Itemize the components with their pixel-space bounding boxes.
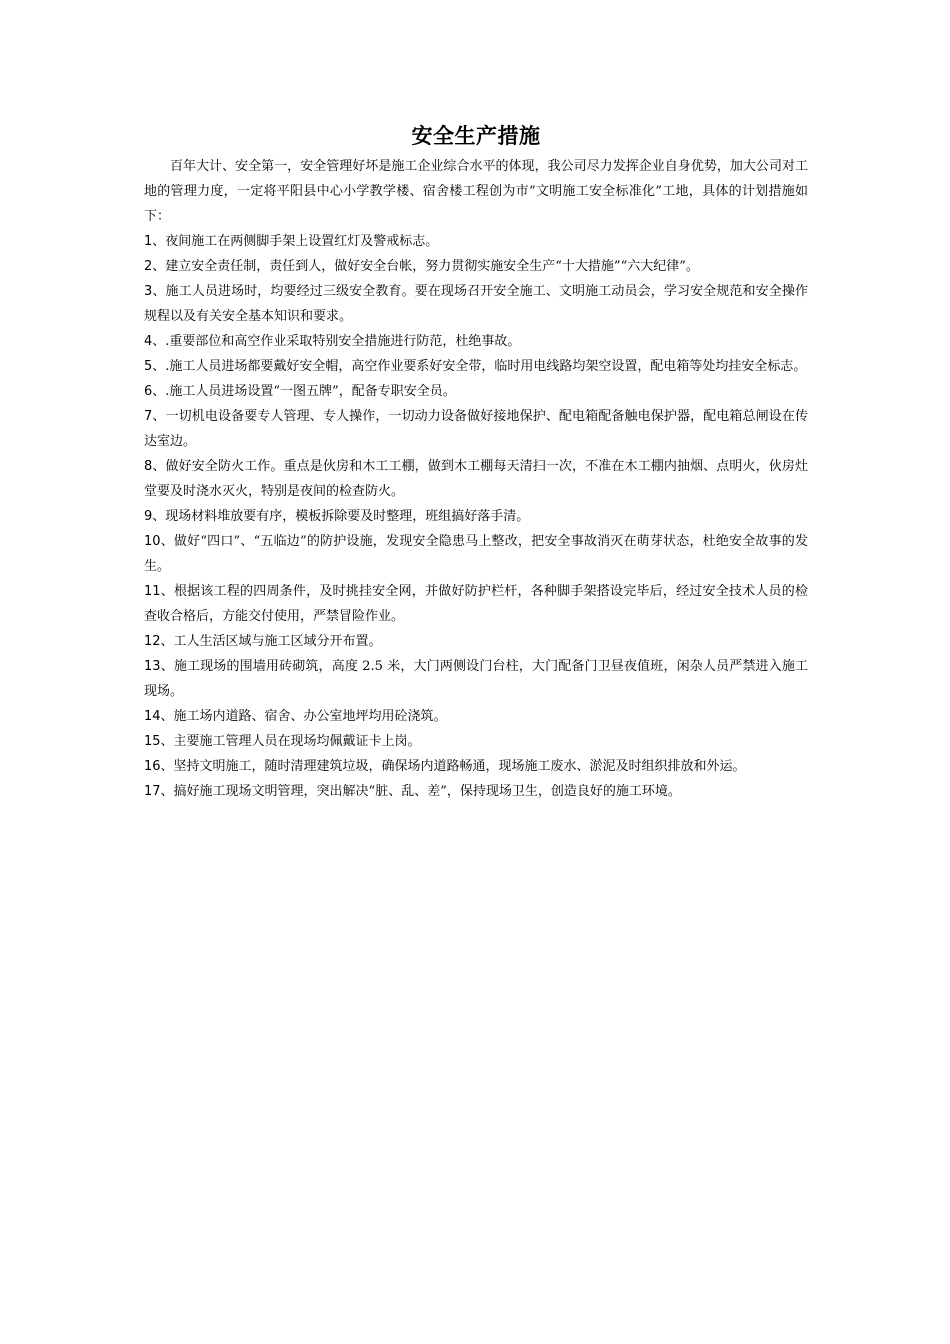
- measure-item: [144, 354, 808, 379]
- measure-item-text: 、建立安全责任制，责任到人，做好安全台帐，努力贯彻实施安全生产“十大措施”“六大纪律”。: [152, 259, 699, 274]
- document-title: 安全生产措施: [411, 124, 541, 148]
- measure-item-number: 16: [144, 759, 161, 774]
- measure-item-text: 、施工现场的围墙用砖砌筑，高度 2.5 米，大门两侧设门台柱，大门配备门卫昼夜值班，闲杂人员严禁进入施工现场。: [144, 659, 808, 699]
- measure-item-number: 10: [144, 534, 161, 549]
- measure-item: [144, 629, 808, 654]
- measure-item-text: 、搞好施工现场文明管理，突出解决“脏、乱、差”，保持现场卫生，创造良好的施工环境。: [160, 784, 681, 799]
- measure-item-text: 、施工人员进场时，均要经过三级安全教育。要在现场召开安全施工、文明施工动员会，学习安全规范和安全操作规程以及有关安全基本知识和要求。: [144, 284, 808, 324]
- measure-item: [144, 254, 808, 279]
- measure-item-text: 、工人生活区域与施工区域分开布置。: [160, 634, 382, 649]
- measure-item-text: 、坚持文明施工，随时清理建筑垃圾，确保场内道路畅通，现场施工废水、淤泥及时组织排放和外运。: [160, 759, 746, 774]
- measure-item: [144, 754, 808, 779]
- measure-item: [144, 404, 808, 454]
- measure-item-number: 2: [144, 259, 153, 274]
- measure-item-text: 、做好安全防火工作。重点是伙房和木工工棚，做到木工棚每天清扫一次，不准在木工棚内抽烟、点明火，伙房灶堂要及时浇水灭火，特别是夜间的检查防火。: [144, 459, 808, 499]
- measure-item-number: 7: [144, 409, 153, 424]
- measure-item-text: 、现场材料堆放要有序，模板拆除要及时整理，班组搞好落手清。: [152, 509, 530, 524]
- measure-item-text: 、做好“四口”、“五临边”的防护设施，发现安全隐患马上整改，把安全事故消灭在萌芽状态，杜绝安全故事的发生。: [144, 534, 808, 574]
- intro-paragraph: 百年大计、安全第一，安全管理好坏是施工企业综合水平的体现，我公司尽力发挥企业自身优势，加大公司对工地的管理力度，一定将平阳县中心小学教学楼、宿舍楼工程创为市“文明施工安全标准化”工地，具体的计划措施如下：: [144, 159, 808, 224]
- measure-item-number: 14: [144, 709, 161, 724]
- measure-item: [144, 379, 808, 404]
- measure-item-text: 、.施工人员进场都要戴好安全帽，高空作业要系好安全带，临时用电线路均架空设置，配电箱等处均挂安全标志。: [152, 359, 807, 374]
- measure-item-number: 5: [144, 359, 153, 374]
- measure-item-number: 13: [144, 659, 161, 674]
- measures-list: [144, 229, 808, 804]
- measure-item: [144, 454, 808, 504]
- measure-item: [144, 654, 808, 704]
- measure-item-number: 3: [144, 284, 153, 299]
- measure-item: [144, 704, 808, 729]
- measure-item: [144, 229, 808, 254]
- measure-item: [144, 729, 808, 754]
- measure-item: [144, 529, 808, 579]
- measure-item-number: 1: [144, 234, 153, 249]
- measure-item: [144, 504, 808, 529]
- measure-item-text: 、一切机电设备要专人管理、专人操作，一切动力设备做好接地保护、配电箱配备触电保护器，配电箱总闸设在传达室边。: [144, 409, 808, 449]
- measure-item: [144, 329, 808, 354]
- measure-item: [144, 279, 808, 329]
- measure-item-number: 9: [144, 509, 153, 524]
- measure-item-number: 11: [144, 584, 161, 599]
- measure-item-number: 17: [144, 784, 161, 799]
- measure-item-number: 8: [144, 459, 153, 474]
- measure-item-text: 、主要施工管理人员在现场均佩戴证卡上岗。: [160, 734, 421, 749]
- measure-item-number: 4: [144, 334, 153, 349]
- measure-item-text: 、.重要部位和高空作业采取特别安全措施进行防范，杜绝事故。: [152, 334, 521, 349]
- measure-item-number: 6: [144, 384, 153, 399]
- measure-item-number: 15: [144, 734, 161, 749]
- measure-item-text: 、根据该工程的四周条件，及时挑挂安全网，并做好防护栏杆，各种脚手架搭设完毕后，经过安全技术人员的检查收合格后，方能交付使用，严禁冒险作业。: [144, 584, 808, 624]
- measure-item: [144, 779, 808, 804]
- document-page: [144, 118, 808, 804]
- measure-item-text: 、施工场内道路、宿舍、办公室地坪均用砼浇筑。: [160, 709, 447, 724]
- measure-item-text: 、.施工人员进场设置“一图五牌”，配备专职安全员。: [152, 384, 456, 399]
- measure-item-text: 、夜间施工在两侧脚手架上设置红灯及警戒标志。: [152, 234, 439, 249]
- measure-item-number: 12: [144, 634, 161, 649]
- measure-item: [144, 579, 808, 629]
